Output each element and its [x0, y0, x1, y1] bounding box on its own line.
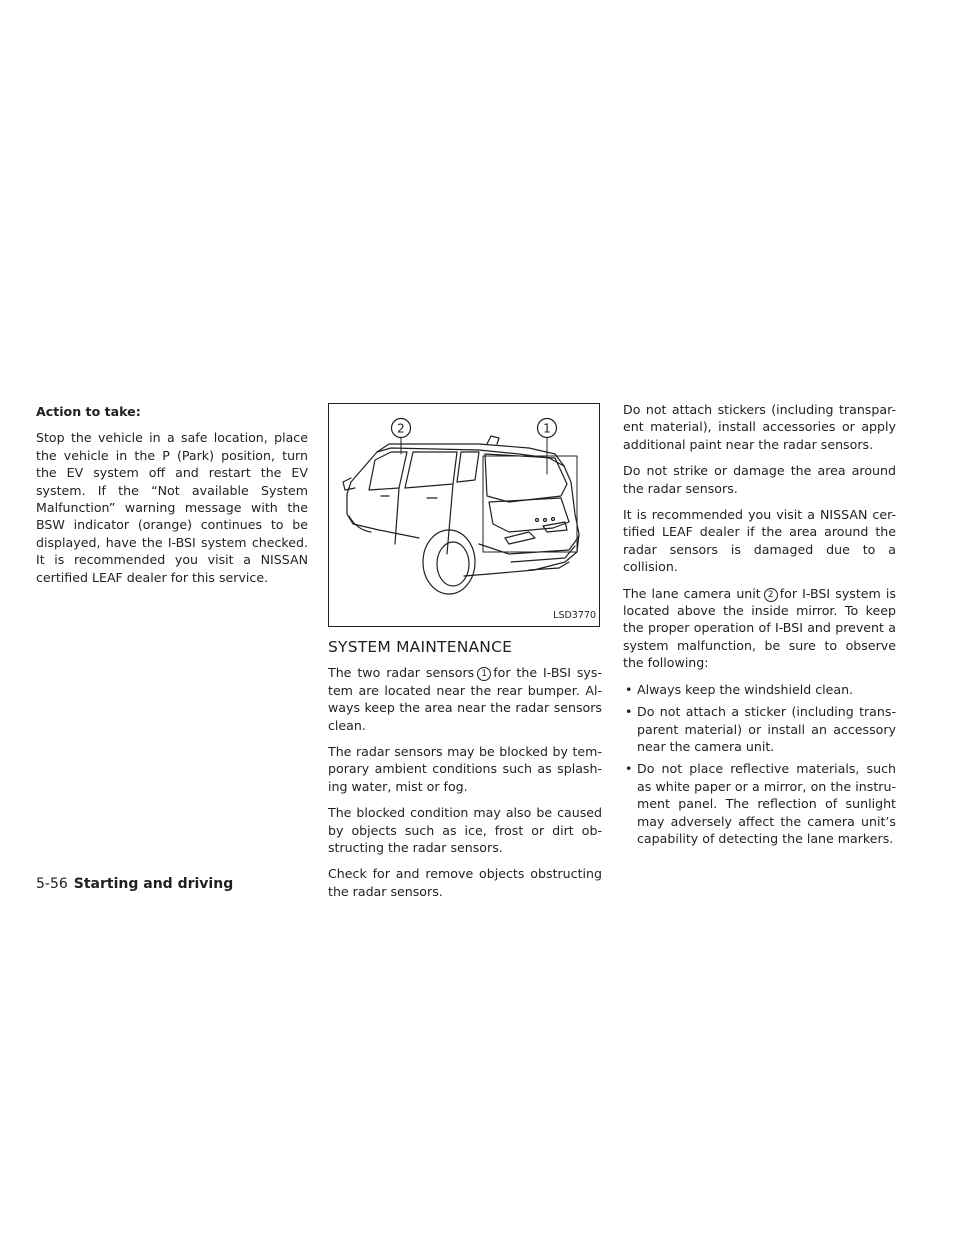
right-p3: It is recommended you visit a NISSAN cer-tified LEAF dealer if the area around the radar sensors is damaged due to a collision.: [623, 507, 896, 575]
right-p1: Do not attach stickers (including transpar-ent material), install accessories or apply additional paint near the radar sensors.: [623, 402, 896, 452]
p4-text-start: The lane camera unit: [623, 585, 761, 601]
camera-bullet-list: [623, 681, 896, 848]
column-left: [36, 403, 308, 595]
maintenance-p3: The blocked condition may also be caused by objects such as ice, frost or dirt ob-structing the radar sensors.: [328, 805, 602, 856]
page-number: 5-56: [36, 876, 68, 892]
car-rear-illustration: [328, 403, 600, 627]
p1-text-start: The two radar sensors: [328, 665, 475, 681]
maintenance-p4: Check for and remove objects obstructing the radar sensors.: [328, 866, 602, 899]
figure-code: LSD3770: [553, 609, 596, 621]
callout-1-marker: 1: [477, 667, 491, 681]
section-heading: SYSTEM MAINTENANCE: [328, 638, 513, 656]
list-item: • Always keep the windshield clean.: [623, 681, 896, 698]
maintenance-p1: [328, 664, 602, 734]
right-p4: [623, 585, 896, 672]
maintenance-p2: The radar sensors may be blocked by tem-porary ambient conditions such as splash-ing water, mist or fog.: [328, 744, 602, 794]
right-p2: Do not strike or damage the area around the radar sensors.: [623, 463, 896, 496]
list-item: • Do not attach a sticker (including trans-parent material) or install an accessory near the camera unit.: [623, 703, 896, 755]
column-right: [623, 401, 896, 852]
callout-1-label: 1: [543, 421, 551, 436]
action-paragraph: Stop the vehicle in a safe location, place the vehicle in the P (Park) position, turn the EV system off and restart the EV system. If the “Not available System Malfunction” warning message with the BSW indicator (orange) continues to be displayed, have the I-BSI system checked. It is recommended you visit a NISSAN certified LEAF dealer for this service.: [36, 430, 308, 585]
p4-text-end: for I-BSI system is located above the inside mirror. To keep the proper operation of I-BSI and prevent a system malfunction, be sure to observe the following:: [623, 585, 896, 671]
car-drawing: [329, 404, 601, 628]
action-heading: Action to take:: [36, 404, 141, 419]
list-item: • Do not place reflective materials, such as white paper or a mirror, on the instru-ment panel. The reflection of sunlight may adversely affect the camera unit’s capability of detecting the lane markers.: [623, 760, 896, 847]
callout-2-label: 2: [397, 421, 405, 436]
column-middle: [328, 403, 602, 909]
page-footer: [36, 876, 233, 892]
callout-2-marker: 2: [764, 588, 778, 602]
section-name: Starting and driving: [73, 876, 234, 892]
p1-text-end: for the I-BSI sys-tem are located near the rear bumper. Al-ways keep the area near the radar sensors clean.: [328, 665, 602, 733]
